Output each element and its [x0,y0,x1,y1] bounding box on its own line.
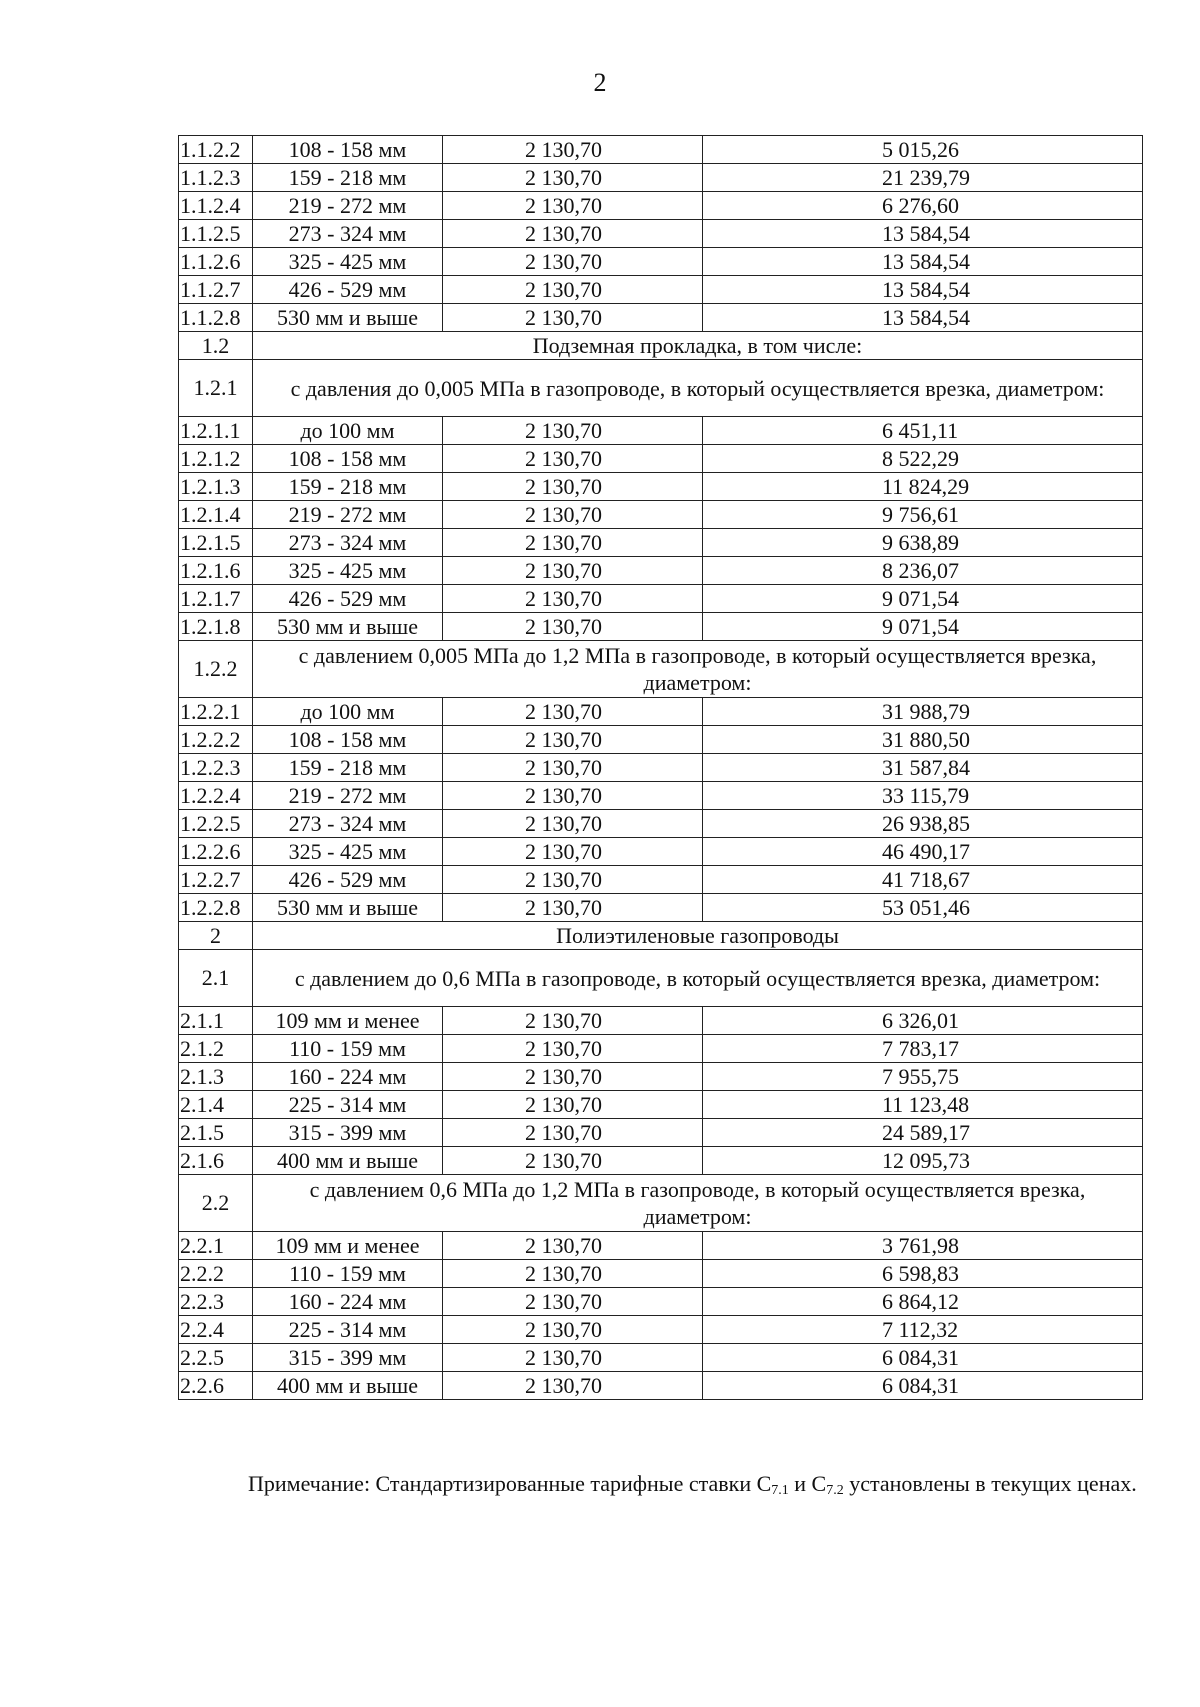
row-rate-cell: 2 130,70 [443,613,703,641]
section-title-cell: Подземная прокладка, в том числе: [253,332,1143,360]
row-code-cell: 1.2.2.1 [179,698,253,726]
footnote-suffix: установлены в текущих ценах. [843,1471,1137,1496]
table-row [179,754,1143,782]
row-diameter-cell: до 100 мм [253,698,443,726]
row-diameter-cell: 426 - 529 мм [253,866,443,894]
row-value-cell: 13 584,54 [703,248,1143,276]
row-diameter-cell: 325 - 425 мм [253,557,443,585]
row-rate-cell: 2 130,70 [443,192,703,220]
row-rate-cell: 2 130,70 [443,445,703,473]
table-row [179,838,1143,866]
row-value-cell: 46 490,17 [703,838,1143,866]
row-value-cell: 41 718,67 [703,866,1143,894]
row-diameter-cell: 219 - 272 мм [253,782,443,810]
row-rate-cell: 2 130,70 [443,838,703,866]
row-diameter-cell: 160 - 224 мм [253,1288,443,1316]
table-row [179,698,1143,726]
row-rate-cell: 2 130,70 [443,248,703,276]
row-rate-cell: 2 130,70 [443,1260,703,1288]
row-code-cell: 1.2.2.8 [179,894,253,922]
row-value-cell: 8 236,07 [703,557,1143,585]
row-value-cell: 24 589,17 [703,1119,1143,1147]
row-code-cell: 1.1.2.8 [179,304,253,332]
row-code-cell: 2.2.2 [179,1260,253,1288]
row-diameter-cell: 159 - 218 мм [253,473,443,501]
row-rate-cell: 2 130,70 [443,754,703,782]
row-value-cell: 31 988,79 [703,698,1143,726]
row-value-cell: 6 276,60 [703,192,1143,220]
row-rate-cell: 2 130,70 [443,1147,703,1175]
row-code-cell: 2.1.5 [179,1119,253,1147]
row-code-cell: 1.2.2.4 [179,782,253,810]
row-code-cell: 1.1.2.2 [179,136,253,164]
group-code-cell: 2.2 [179,1175,253,1232]
row-diameter-cell: до 100 мм [253,417,443,445]
row-value-cell: 11 824,29 [703,473,1143,501]
group-title-cell: с давлением 0,6 МПа до 1,2 МПа в газопроводе, в который осуществляется врезка, диаметром: [253,1175,1143,1232]
table-row [179,529,1143,557]
row-code-cell: 1.2.2.3 [179,754,253,782]
table-row [179,360,1143,417]
row-diameter-cell: 219 - 272 мм [253,192,443,220]
row-value-cell: 31 880,50 [703,726,1143,754]
row-rate-cell: 2 130,70 [443,417,703,445]
row-value-cell: 53 051,46 [703,894,1143,922]
row-diameter-cell: 108 - 158 мм [253,136,443,164]
row-diameter-cell: 159 - 218 мм [253,754,443,782]
row-diameter-cell: 109 мм и менее [253,1007,443,1035]
row-rate-cell: 2 130,70 [443,473,703,501]
row-code-cell: 2.2.1 [179,1232,253,1260]
row-code-cell: 1.1.2.4 [179,192,253,220]
section-code-cell: 2 [179,922,253,950]
row-diameter-cell: 108 - 158 мм [253,445,443,473]
row-rate-cell: 2 130,70 [443,1119,703,1147]
row-diameter-cell: 225 - 314 мм [253,1091,443,1119]
table-row [179,726,1143,754]
table-row [179,501,1143,529]
row-rate-cell: 2 130,70 [443,136,703,164]
row-rate-cell: 2 130,70 [443,726,703,754]
row-value-cell: 6 084,31 [703,1372,1143,1400]
table-row [179,1175,1143,1232]
row-diameter-cell: 160 - 224 мм [253,1063,443,1091]
row-code-cell: 2.2.6 [179,1372,253,1400]
table-row [179,641,1143,698]
table-row [179,304,1143,332]
group-code-cell: 2.1 [179,950,253,1007]
row-value-cell: 9 071,54 [703,585,1143,613]
group-code-cell: 1.2.1 [179,360,253,417]
group-title-cell: с давлением до 0,6 МПа в газопроводе, в который осуществляется врезка, диаметром: [253,950,1143,1007]
row-code-cell: 1.2.1.2 [179,445,253,473]
row-rate-cell: 2 130,70 [443,304,703,332]
table-row [179,585,1143,613]
row-rate-cell: 2 130,70 [443,1232,703,1260]
row-value-cell: 13 584,54 [703,276,1143,304]
table-row [179,1344,1143,1372]
row-value-cell: 13 584,54 [703,304,1143,332]
row-value-cell: 7 783,17 [703,1035,1143,1063]
table-row [179,613,1143,641]
table-row [179,248,1143,276]
row-diameter-cell: 315 - 399 мм [253,1344,443,1372]
row-diameter-cell: 530 мм и выше [253,613,443,641]
row-rate-cell: 2 130,70 [443,894,703,922]
row-value-cell: 13 584,54 [703,220,1143,248]
group-code-cell: 1.2.2 [179,641,253,698]
table-row [179,894,1143,922]
row-rate-cell: 2 130,70 [443,782,703,810]
row-code-cell: 1.2.2.5 [179,810,253,838]
row-code-cell: 1.2.2.6 [179,838,253,866]
row-value-cell: 6 598,83 [703,1260,1143,1288]
row-code-cell: 1.2.1.3 [179,473,253,501]
table-row [179,1260,1143,1288]
row-value-cell: 33 115,79 [703,782,1143,810]
row-value-cell: 5 015,26 [703,136,1143,164]
row-diameter-cell: 273 - 324 мм [253,529,443,557]
row-code-cell: 1.1.2.7 [179,276,253,304]
table-row [179,557,1143,585]
table-row [179,782,1143,810]
section-code-cell: 1.2 [179,332,253,360]
row-value-cell: 6 864,12 [703,1288,1143,1316]
page-number: 2 [593,68,607,97]
table-row [179,1147,1143,1175]
table-row [179,950,1143,1007]
row-diameter-cell: 110 - 159 мм [253,1035,443,1063]
row-diameter-cell: 325 - 425 мм [253,248,443,276]
row-diameter-cell: 530 мм и выше [253,894,443,922]
row-rate-cell: 2 130,70 [443,1091,703,1119]
row-rate-cell: 2 130,70 [443,1344,703,1372]
row-code-cell: 1.2.1.7 [179,585,253,613]
row-code-cell: 2.1.4 [179,1091,253,1119]
row-diameter-cell: 426 - 529 мм [253,276,443,304]
tariff-table-body [179,136,1143,1400]
row-code-cell: 1.2.1.1 [179,417,253,445]
row-code-cell: 1.2.1.6 [179,557,253,585]
row-diameter-cell: 400 мм и выше [253,1372,443,1400]
row-diameter-cell: 225 - 314 мм [253,1316,443,1344]
table-row [179,473,1143,501]
table-row [179,192,1143,220]
row-value-cell: 26 938,85 [703,810,1143,838]
row-code-cell: 2.1.2 [179,1035,253,1063]
tariff-table [178,135,1143,1400]
row-value-cell: 12 095,73 [703,1147,1143,1175]
row-code-cell: 1.1.2.5 [179,220,253,248]
table-row [179,1288,1143,1316]
table-row [179,810,1143,838]
row-code-cell: 1.1.2.3 [179,164,253,192]
row-code-cell: 2.2.4 [179,1316,253,1344]
row-rate-cell: 2 130,70 [443,220,703,248]
footnote-subscript-2: 7.2 [826,1483,844,1498]
row-value-cell: 3 761,98 [703,1232,1143,1260]
row-diameter-cell: 325 - 425 мм [253,838,443,866]
row-value-cell: 31 587,84 [703,754,1143,782]
row-value-cell: 6 084,31 [703,1344,1143,1372]
row-rate-cell: 2 130,70 [443,866,703,894]
table-row [179,164,1143,192]
row-rate-cell: 2 130,70 [443,501,703,529]
footnote-prefix: Примечание: Стандартизированные тарифные ставки С [248,1471,772,1496]
table-row [179,332,1143,360]
row-rate-cell: 2 130,70 [443,698,703,726]
row-diameter-cell: 159 - 218 мм [253,164,443,192]
row-diameter-cell: 110 - 159 мм [253,1260,443,1288]
row-rate-cell: 2 130,70 [443,557,703,585]
row-code-cell: 1.2.2.2 [179,726,253,754]
row-diameter-cell: 530 мм и выше [253,304,443,332]
section-title-cell: Полиэтиленовые газопроводы [253,922,1143,950]
row-value-cell: 6 451,11 [703,417,1143,445]
row-value-cell: 6 326,01 [703,1007,1143,1035]
row-rate-cell: 2 130,70 [443,1007,703,1035]
row-code-cell: 2.2.3 [179,1288,253,1316]
row-diameter-cell: 315 - 399 мм [253,1119,443,1147]
table-row [179,866,1143,894]
row-rate-cell: 2 130,70 [443,1316,703,1344]
row-diameter-cell: 273 - 324 мм [253,810,443,838]
row-value-cell: 8 522,29 [703,445,1143,473]
row-value-cell: 7 112,32 [703,1316,1143,1344]
row-diameter-cell: 273 - 324 мм [253,220,443,248]
row-rate-cell: 2 130,70 [443,810,703,838]
row-code-cell: 1.1.2.6 [179,248,253,276]
row-rate-cell: 2 130,70 [443,276,703,304]
row-diameter-cell: 426 - 529 мм [253,585,443,613]
table-row [179,1372,1143,1400]
table-row [179,1007,1143,1035]
row-rate-cell: 2 130,70 [443,1372,703,1400]
row-rate-cell: 2 130,70 [443,1288,703,1316]
table-row [179,1091,1143,1119]
row-code-cell: 2.1.6 [179,1147,253,1175]
row-rate-cell: 2 130,70 [443,1035,703,1063]
row-value-cell: 21 239,79 [703,164,1143,192]
row-value-cell: 9 071,54 [703,613,1143,641]
group-title-cell: с давления до 0,005 МПа в газопроводе, в который осуществляется врезка, диаметром: [253,360,1143,417]
table-row [179,1035,1143,1063]
row-code-cell: 1.2.1.5 [179,529,253,557]
row-code-cell: 2.1.3 [179,1063,253,1091]
table-row [179,1063,1143,1091]
row-value-cell: 9 638,89 [703,529,1143,557]
row-rate-cell: 2 130,70 [443,164,703,192]
row-code-cell: 2.1.1 [179,1007,253,1035]
row-rate-cell: 2 130,70 [443,585,703,613]
table-row [179,445,1143,473]
footnote-middle: и С [788,1471,827,1496]
table-row [179,1316,1143,1344]
row-value-cell: 11 123,48 [703,1091,1143,1119]
row-diameter-cell: 219 - 272 мм [253,501,443,529]
table-row [179,922,1143,950]
footnote-subscript-1: 7.1 [771,1483,789,1498]
row-code-cell: 1.2.2.7 [179,866,253,894]
table-row [179,136,1143,164]
group-title-cell: с давлением 0,005 МПа до 1,2 МПа в газопроводе, в который осуществляется врезка, диаметром: [253,641,1143,698]
row-code-cell: 1.2.1.8 [179,613,253,641]
table-row [179,1232,1143,1260]
row-rate-cell: 2 130,70 [443,529,703,557]
row-code-cell: 1.2.1.4 [179,501,253,529]
footnote [178,1468,1158,1507]
row-value-cell: 9 756,61 [703,501,1143,529]
table-row [179,220,1143,248]
table-row [179,417,1143,445]
row-value-cell: 7 955,75 [703,1063,1143,1091]
table-row [179,276,1143,304]
row-diameter-cell: 109 мм и менее [253,1232,443,1260]
row-code-cell: 2.2.5 [179,1344,253,1372]
row-rate-cell: 2 130,70 [443,1063,703,1091]
table-row [179,1119,1143,1147]
row-diameter-cell: 400 мм и выше [253,1147,443,1175]
row-diameter-cell: 108 - 158 мм [253,726,443,754]
